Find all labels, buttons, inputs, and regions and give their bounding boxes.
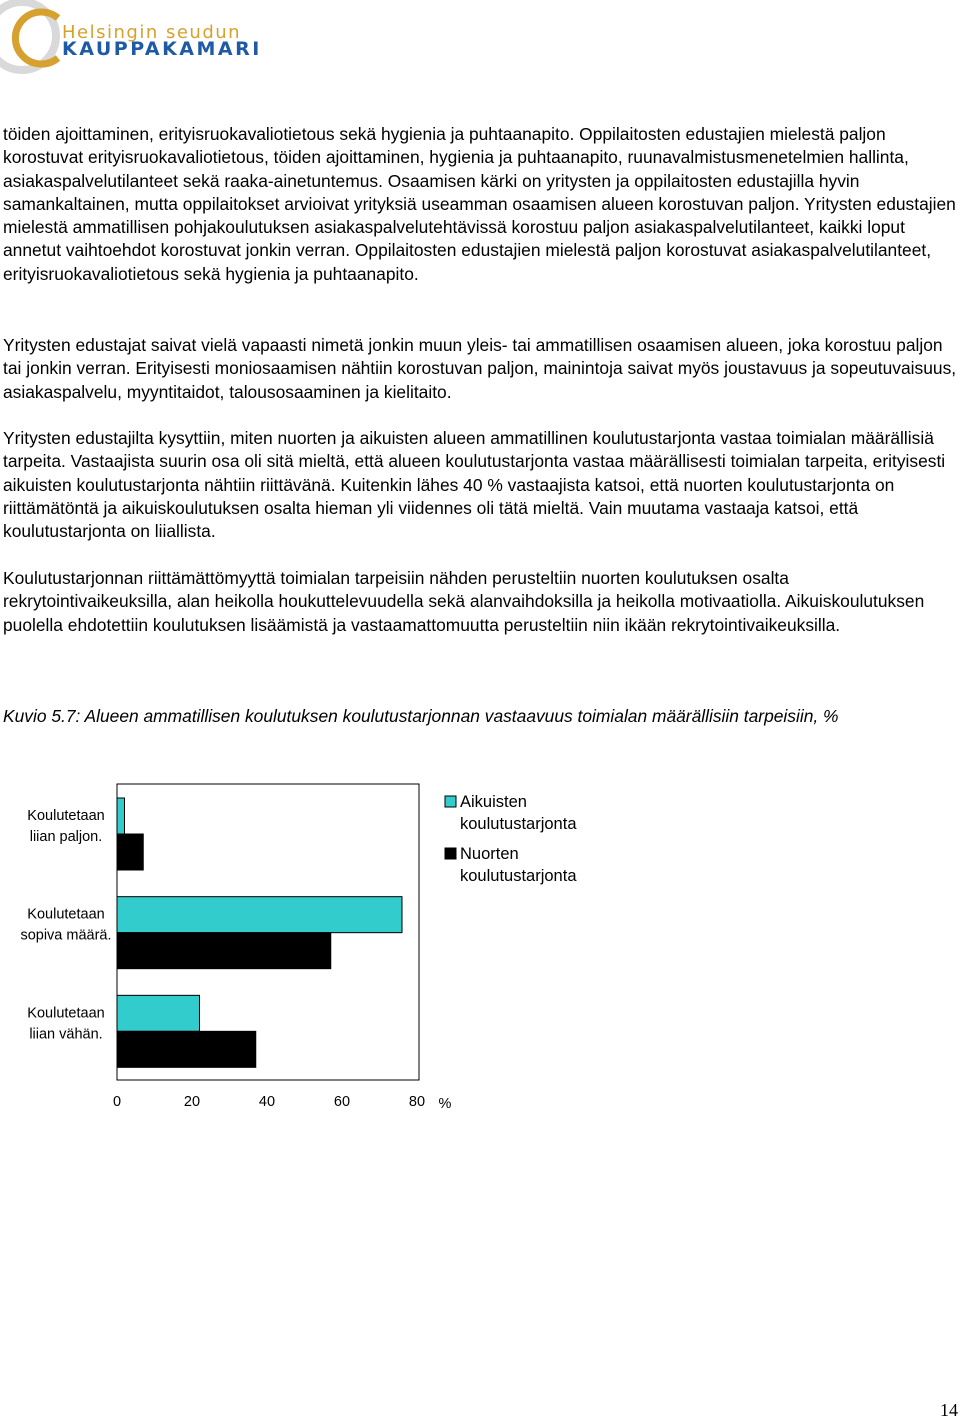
- body-paragraph: Yritysten edustajilta kysyttiin, miten nuorten ja aikuisten alueen ammatillinen koulutustarjonta vastaa toimialan määrällisiä tarpeita. Vastaajista suurin osa oli sitä mieltä, että alueen koulutustarjonta vastaa määrällisesti toimialan tarpeita, erityisesti aikuisten koulutustarjonta nähtiin riittävänä. Kuitenkin lähes 40 % vastaajista katsoi, että nuorten koulutustarjonta on riittämätöntä ja aikuiskoulutuksen osalta hieman yli viidennes oli tätä mieltä. Vain muutama vastaaja katsoi, että koulutustarjonta on liiallista.: [3, 428, 946, 542]
- body-paragraph: Yritysten edustajat saivat vielä vapaasti nimetä jonkin muun yleis- tai ammatillisen osaamisen alueen, joka korostuu paljon tai jonkin verran. Erityisesti moniosaamisen nähtiin korostuvan paljon, mainintoja saivat myös joustavuus ja sopeutuvaisuus, asiakaspalvelu, myyntitaidot, talousosaaminen ja kielitaito.: [3, 335, 957, 402]
- bar-chart: [0, 770, 620, 1130]
- x-tick-label: 20: [183, 1094, 201, 1110]
- category-label: liian vähän.: [29, 1026, 103, 1043]
- legend-label: Aikuisten: [460, 793, 527, 811]
- legend-label: Nuorten: [460, 845, 519, 863]
- body-paragraph: Koulutustarjonnan riittämättömyyttä toimialan tarpeisiin nähden perusteltiin nuorten koulutuksen osalta rekrytointivaikeuksilla, alan heikolla houkuttelevuudella sekä alanvaihdoksilla ja heikolla motivaatiolla. Aikuiskoulutuksen puolella ehdotettiin koulutuksen lisäämistä ja vastaamattomuutta perusteltiin niin ikään rekrytointivaikeuksilla.: [3, 568, 925, 635]
- bar-aikuisten-1: [117, 897, 402, 933]
- category-label: Koulutetaan: [27, 906, 105, 923]
- body-paragraph: töiden ajoittaminen, erityisruokavaliotietous sekä hygienia ja puhtaanapito. Oppilaitosten edustajien mielestä paljon korostuvat erityisruokavaliotietous, töiden ajoittaminen, hygienia ja puhtaanapito, ruunavalmistusmenetelmien hallinta, asiakaspalvelutilanteet sekä raaka-ainetuntemus. Osaamisen kärki on yritysten ja oppilaitosten edustajilla hyvin samankaltainen, mutta oppilaitokset arvioivat yrityksiä useamman osaamisen alueen korostuvan paljon. Yritysten edustajien mielestä ammatillisen pohjakoulutuksen asiakaspalvelutehtävissä korostuu paljon asiakaspalvelutilanteet, kaikki loput annetut vaihtoehdot korostuvat jonkin verran. Oppilaitosten edustajien mielestä paljon korostuvat asiakaspalvelutilanteet, erityisruokavaliotietous sekä hygienia ja puhtaanapito.: [3, 124, 956, 284]
- category-label: Koulutetaan: [27, 1005, 105, 1022]
- bar-nuorten-2: [117, 1031, 256, 1067]
- x-tick-label: 40: [258, 1094, 276, 1110]
- legend-label: koulutustarjonta: [460, 815, 577, 833]
- x-tick-label: 60: [333, 1094, 351, 1110]
- category-label: liian paljon.: [29, 829, 103, 845]
- x-unit-label: %: [438, 1096, 452, 1112]
- category-label: sopiva määrä.: [20, 927, 112, 944]
- chamber-logo: [0, 0, 260, 80]
- bar-aikuisten-2: [117, 995, 200, 1031]
- x-tick-label: 80: [408, 1094, 426, 1110]
- logo-emblem-icon: [0, 0, 70, 80]
- bar-nuorten-1: [117, 933, 331, 969]
- legend-swatch: [445, 796, 456, 807]
- logo-text-line2: KAUPPAKAMARI: [62, 38, 262, 60]
- figure-caption: Kuvio 5.7: Alueen ammatillisen koulutuksen koulutustarjonnan vastaavuus toimialan määrällisiin tarpeisiin, %: [3, 706, 839, 726]
- legend-swatch: [445, 848, 456, 859]
- category-label: Koulutetaan: [27, 808, 105, 824]
- bar-nuorten-0: [117, 834, 143, 870]
- logo-text-line1: Helsingin seudun: [62, 22, 242, 43]
- bar-aikuisten-0: [117, 798, 125, 834]
- page-number: 14: [940, 1400, 958, 1420]
- legend-label: koulutustarjonta: [460, 867, 577, 885]
- x-tick-label: 0: [112, 1094, 122, 1110]
